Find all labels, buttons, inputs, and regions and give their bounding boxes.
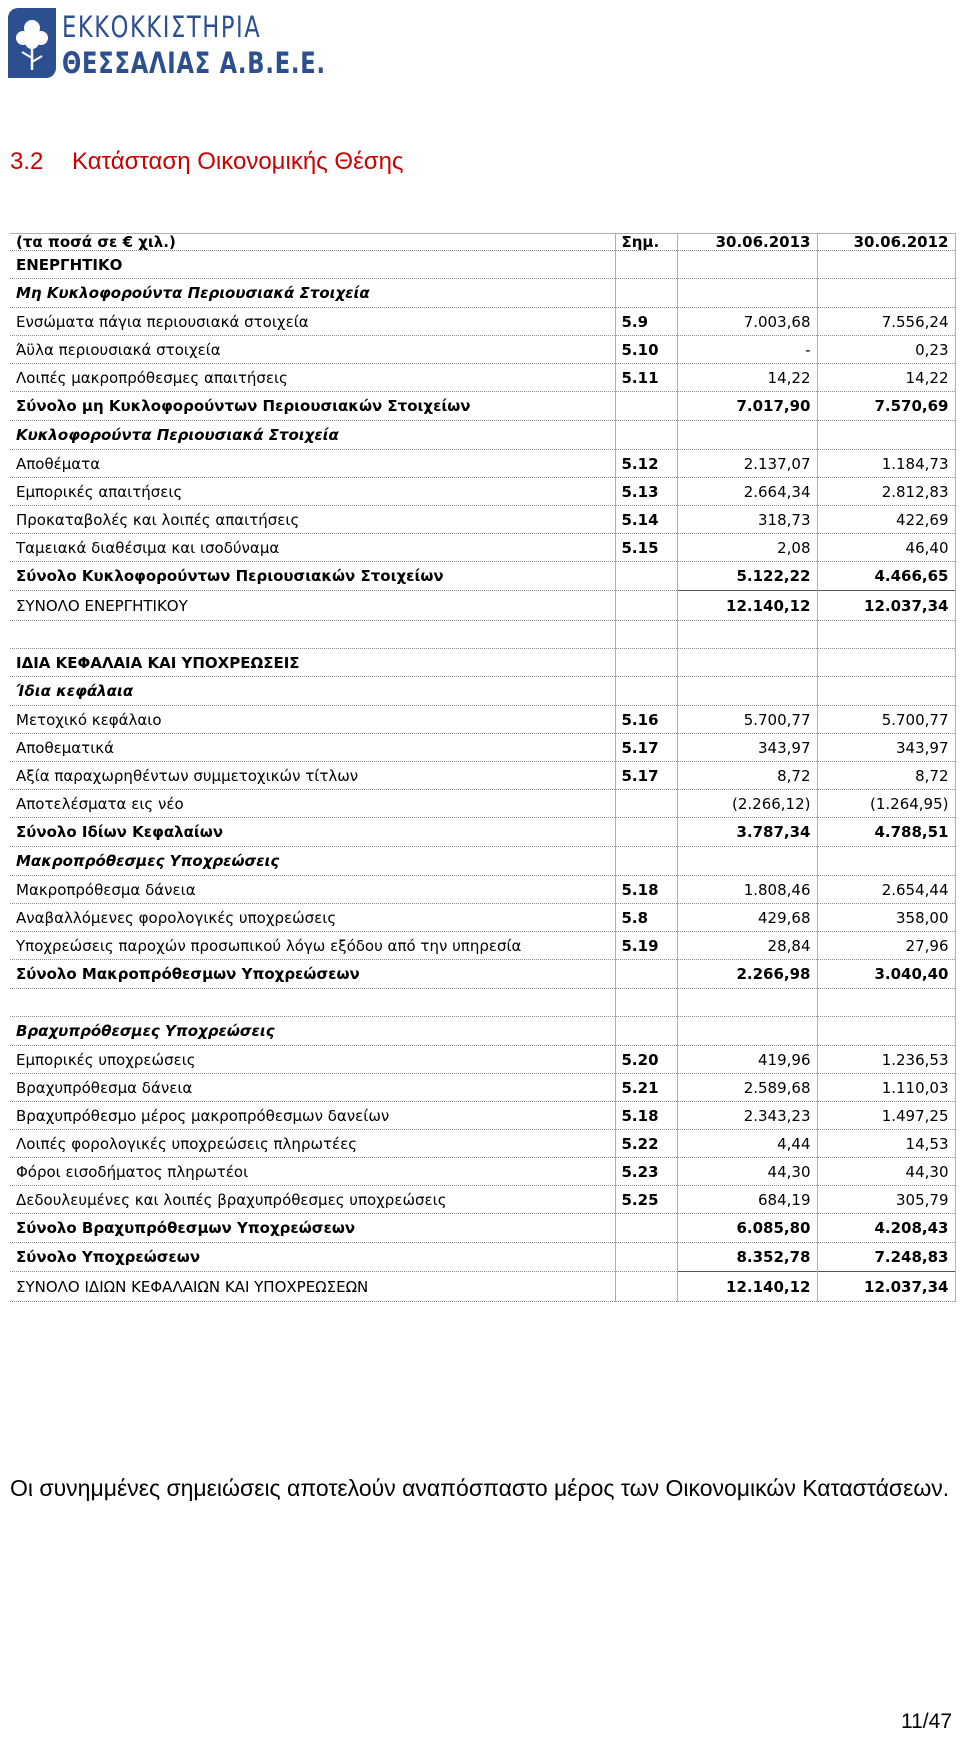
row-value-2013: 4,44 — [677, 1130, 817, 1158]
row-value-2013: 8,72 — [677, 762, 817, 790]
row-value-2013: 6.085,80 — [677, 1214, 817, 1243]
row-value-2013 — [677, 649, 817, 677]
row-note: 5.25 — [615, 1186, 677, 1214]
row-value-2013: 14,22 — [677, 364, 817, 392]
row-note — [615, 1243, 677, 1272]
row-value-2013: 419,96 — [677, 1046, 817, 1074]
table-row — [10, 1130, 955, 1158]
table-row — [10, 1243, 955, 1272]
row-value-2013: 2.343,23 — [677, 1102, 817, 1130]
row-value-2013: 44,30 — [677, 1158, 817, 1186]
row-value-2012: 7.570,69 — [817, 392, 955, 421]
row-value-2012: 46,40 — [817, 534, 955, 562]
row-label: Ίδια κεφάλαια — [10, 677, 615, 706]
row-label: Λοιπές φορολογικές υποχρεώσεις πληρωτέες — [10, 1130, 615, 1158]
cotton-plant-icon — [8, 8, 56, 78]
table-row — [10, 336, 955, 364]
table-row — [10, 450, 955, 478]
row-label: Σύνολο μη Κυκλοφορούντων Περιουσιακών Στοιχείων — [10, 392, 615, 421]
row-note: 5.8 — [615, 904, 677, 932]
row-label: Εμπορικές απαιτήσεις — [10, 478, 615, 506]
row-value-2013: 2,08 — [677, 534, 817, 562]
table-row — [10, 392, 955, 421]
row-note: 5.19 — [615, 932, 677, 960]
header-col2: 30.06.2012 — [817, 234, 955, 251]
row-label: Άϋλα περιουσιακά στοιχεία — [10, 336, 615, 364]
table-row — [10, 279, 955, 308]
row-value-2013: 343,97 — [677, 734, 817, 762]
row-label: ΣΥΝΟΛΟ ΕΝΕΡΓΗΤΙΚΟΥ — [10, 591, 615, 621]
row-value-2012: 12.037,34 — [817, 1272, 955, 1302]
row-note: 5.14 — [615, 506, 677, 534]
row-value-2012 — [817, 251, 955, 279]
section-heading — [10, 148, 404, 176]
row-label: Μη Κυκλοφορούντα Περιουσιακά Στοιχεία — [10, 279, 615, 308]
row-note: 5.18 — [615, 1102, 677, 1130]
row-value-2012 — [817, 1017, 955, 1046]
row-value-2013: 5.700,77 — [677, 706, 817, 734]
row-value-2013: 7.017,90 — [677, 392, 817, 421]
table-row — [10, 591, 955, 621]
table-row — [10, 364, 955, 392]
row-value-2013 — [677, 677, 817, 706]
row-value-2012: 1.497,25 — [817, 1102, 955, 1130]
row-value-2012: 422,69 — [817, 506, 955, 534]
row-note — [615, 562, 677, 591]
row-note — [615, 1272, 677, 1302]
table-row — [10, 478, 955, 506]
table-row — [10, 1017, 955, 1046]
row-label: Δεδουλευμένες και λοιπές βραχυπρόθεσμες υποχρεώσεις — [10, 1186, 615, 1214]
table-row — [10, 790, 955, 818]
row-note: 5.12 — [615, 450, 677, 478]
row-label: Σύνολο Ιδίων Κεφαλαίων — [10, 818, 615, 847]
row-note — [615, 392, 677, 421]
row-note — [615, 790, 677, 818]
table-row — [10, 251, 955, 279]
table-row — [10, 960, 955, 989]
row-value-2012 — [817, 847, 955, 876]
row-label: Σύνολο Κυκλοφορούντων Περιουσιακών Στοιχείων — [10, 562, 615, 591]
row-note — [615, 251, 677, 279]
table-row — [10, 734, 955, 762]
table-row — [10, 762, 955, 790]
row-value-2012: 14,22 — [817, 364, 955, 392]
row-value-2012 — [817, 989, 955, 1017]
row-label — [10, 621, 615, 649]
table-row — [10, 706, 955, 734]
row-label: Βραχυπρόθεσμες Υποχρεώσεις — [10, 1017, 615, 1046]
row-value-2013 — [677, 421, 817, 450]
row-note: 5.10 — [615, 336, 677, 364]
row-value-2012: 0,23 — [817, 336, 955, 364]
logo-line2: ΘΕΣΣΑΛΙΑΣ Α.Β.Ε.Ε. — [62, 46, 326, 80]
row-note — [615, 1017, 677, 1046]
table-row — [10, 847, 955, 876]
row-note — [615, 960, 677, 989]
row-label: Υποχρεώσεις παροχών προσωπικού λόγω εξόδου από την υπηρεσία — [10, 932, 615, 960]
row-value-2012: 7.248,83 — [817, 1243, 955, 1272]
row-label: ΙΔΙΑ ΚΕΦΑΛΑΙΑ ΚΑΙ ΥΠΟΧΡΕΩΣΕΙΣ — [10, 649, 615, 677]
row-value-2013: (2.266,12) — [677, 790, 817, 818]
row-value-2013 — [677, 989, 817, 1017]
row-label: Μακροπρόθεσμες Υποχρεώσεις — [10, 847, 615, 876]
table-row — [10, 818, 955, 847]
table-row — [10, 989, 955, 1017]
table-row — [10, 421, 955, 450]
row-value-2012: 7.556,24 — [817, 308, 955, 336]
row-value-2012: 343,97 — [817, 734, 955, 762]
row-note: 5.13 — [615, 478, 677, 506]
company-logo — [8, 8, 326, 80]
row-value-2013: 3.787,34 — [677, 818, 817, 847]
row-note — [615, 677, 677, 706]
row-label: Σύνολο Βραχυπρόθεσμων Υποχρεώσεων — [10, 1214, 615, 1243]
row-value-2013 — [677, 251, 817, 279]
row-value-2012: 1.110,03 — [817, 1074, 955, 1102]
row-value-2012: 4.466,65 — [817, 562, 955, 591]
table-row — [10, 1074, 955, 1102]
row-label: Φόροι εισοδήματος πληρωτέοι — [10, 1158, 615, 1186]
table-row — [10, 562, 955, 591]
row-note — [615, 818, 677, 847]
row-note: 5.21 — [615, 1074, 677, 1102]
row-value-2013: 12.140,12 — [677, 1272, 817, 1302]
row-value-2012: 4.788,51 — [817, 818, 955, 847]
table-row — [10, 1046, 955, 1074]
row-value-2013: 2.589,68 — [677, 1074, 817, 1102]
table-row — [10, 904, 955, 932]
table-row — [10, 534, 955, 562]
table-row — [10, 649, 955, 677]
row-value-2012: 3.040,40 — [817, 960, 955, 989]
row-value-2013: 429,68 — [677, 904, 817, 932]
row-value-2013: 318,73 — [677, 506, 817, 534]
row-label: Αξία παραχωρηθέντων συμμετοχικών τίτλων — [10, 762, 615, 790]
row-note — [615, 621, 677, 649]
row-value-2013: 28,84 — [677, 932, 817, 960]
financial-position-body — [10, 234, 955, 1302]
row-value-2012: 2.654,44 — [817, 876, 955, 904]
row-label: ΕΝΕΡΓΗΤΙΚΟ — [10, 251, 615, 279]
row-value-2013 — [677, 847, 817, 876]
row-note: 5.11 — [615, 364, 677, 392]
row-note: 5.16 — [615, 706, 677, 734]
row-value-2012: 14,53 — [817, 1130, 955, 1158]
row-label: Εμπορικές υποχρεώσεις — [10, 1046, 615, 1074]
row-value-2013: 12.140,12 — [677, 591, 817, 621]
row-value-2013 — [677, 621, 817, 649]
row-value-2012 — [817, 421, 955, 450]
row-label: Λοιπές μακροπρόθεσμες απαιτήσεις — [10, 364, 615, 392]
row-label: Αποθεματικά — [10, 734, 615, 762]
table-row — [10, 876, 955, 904]
row-value-2012: 1.236,53 — [817, 1046, 955, 1074]
row-note — [615, 989, 677, 1017]
table-row — [10, 1214, 955, 1243]
row-value-2012: 2.812,83 — [817, 478, 955, 506]
row-value-2012: 4.208,43 — [817, 1214, 955, 1243]
row-value-2012 — [817, 279, 955, 308]
row-value-2012: 305,79 — [817, 1186, 955, 1214]
row-value-2012 — [817, 677, 955, 706]
row-note: 5.9 — [615, 308, 677, 336]
row-note: 5.17 — [615, 734, 677, 762]
row-label — [10, 989, 615, 1017]
row-value-2012: 12.037,34 — [817, 591, 955, 621]
row-note — [615, 421, 677, 450]
row-label: Αναβαλλόμενες φορολογικές υποχρεώσεις — [10, 904, 615, 932]
section-number: 3.2 — [10, 148, 44, 175]
row-note: 5.23 — [615, 1158, 677, 1186]
row-value-2013 — [677, 1017, 817, 1046]
row-note — [615, 279, 677, 308]
table-row — [10, 1102, 955, 1130]
row-note: 5.15 — [615, 534, 677, 562]
row-label: Προκαταβολές και λοιπές απαιτήσεις — [10, 506, 615, 534]
row-value-2012: 44,30 — [817, 1158, 955, 1186]
row-value-2012: 27,96 — [817, 932, 955, 960]
row-value-2012: 5.700,77 — [817, 706, 955, 734]
row-value-2013: 8.352,78 — [677, 1243, 817, 1272]
table-row — [10, 932, 955, 960]
footnote: Οι συνημμένες σημειώσεις αποτελούν αναπόσπαστο μέρος των Οικονομικών Καταστάσεων. — [10, 1475, 950, 1501]
table-row — [10, 506, 955, 534]
logo-line1: ΕΚΚΟΚΚΙΣΤΗΡΙΑ — [62, 10, 262, 44]
row-value-2012 — [817, 649, 955, 677]
row-label: Αποθέματα — [10, 450, 615, 478]
row-label: ΣΥΝΟΛΟ ΙΔΙΩΝ ΚΕΦΑΛΑΙΩΝ ΚΑΙ ΥΠΟΧΡΕΩΣΕΩΝ — [10, 1272, 615, 1302]
row-label: Σύνολο Μακροπρόθεσμων Υποχρεώσεων — [10, 960, 615, 989]
row-label: Κυκλοφορούντα Περιουσιακά Στοιχεία — [10, 421, 615, 450]
row-label: Ταμειακά διαθέσιμα και ισοδύναμα — [10, 534, 615, 562]
row-value-2013: 2.137,07 — [677, 450, 817, 478]
row-note — [615, 1214, 677, 1243]
table-row — [10, 621, 955, 649]
table-row — [10, 1272, 955, 1302]
row-value-2013: 2.664,34 — [677, 478, 817, 506]
row-label: Βραχυπρόθεσμα δάνεια — [10, 1074, 615, 1102]
row-value-2013: 684,19 — [677, 1186, 817, 1214]
row-value-2013: 7.003,68 — [677, 308, 817, 336]
row-note: 5.18 — [615, 876, 677, 904]
row-value-2012 — [817, 621, 955, 649]
header-note: Σημ. — [615, 234, 677, 251]
row-value-2012: (1.264,95) — [817, 790, 955, 818]
row-value-2013: 2.266,98 — [677, 960, 817, 989]
row-note: 5.17 — [615, 762, 677, 790]
row-note — [615, 847, 677, 876]
financial-position-table — [10, 233, 956, 1302]
page-number: 11/47 — [901, 1710, 952, 1733]
row-label: Μακροπρόθεσμα δάνεια — [10, 876, 615, 904]
header-col1: 30.06.2013 — [677, 234, 817, 251]
row-note: 5.22 — [615, 1130, 677, 1158]
row-label: Μετοχικό κεφάλαιο — [10, 706, 615, 734]
table-header-row — [10, 234, 955, 251]
row-label: Βραχυπρόθεσμο μέρος μακροπρόθεσμων δανείων — [10, 1102, 615, 1130]
row-value-2013 — [677, 279, 817, 308]
header-units: (τα ποσά σε € χιλ.) — [10, 234, 615, 251]
section-title: Κατάσταση Οικονομικής Θέσης — [72, 148, 404, 175]
row-value-2012: 1.184,73 — [817, 450, 955, 478]
row-value-2012: 358,00 — [817, 904, 955, 932]
row-label: Αποτελέσματα εις νέο — [10, 790, 615, 818]
row-value-2013: 1.808,46 — [677, 876, 817, 904]
row-label: Σύνολο Υποχρεώσεων — [10, 1243, 615, 1272]
row-note: 5.20 — [615, 1046, 677, 1074]
table-row — [10, 1158, 955, 1186]
row-note — [615, 591, 677, 621]
row-value-2013: - — [677, 336, 817, 364]
row-value-2013: 5.122,22 — [677, 562, 817, 591]
table-row — [10, 308, 955, 336]
row-value-2012: 8,72 — [817, 762, 955, 790]
row-label: Ενσώματα πάγια περιουσιακά στοιχεία — [10, 308, 615, 336]
row-note — [615, 649, 677, 677]
table-row — [10, 677, 955, 706]
table-row — [10, 1186, 955, 1214]
